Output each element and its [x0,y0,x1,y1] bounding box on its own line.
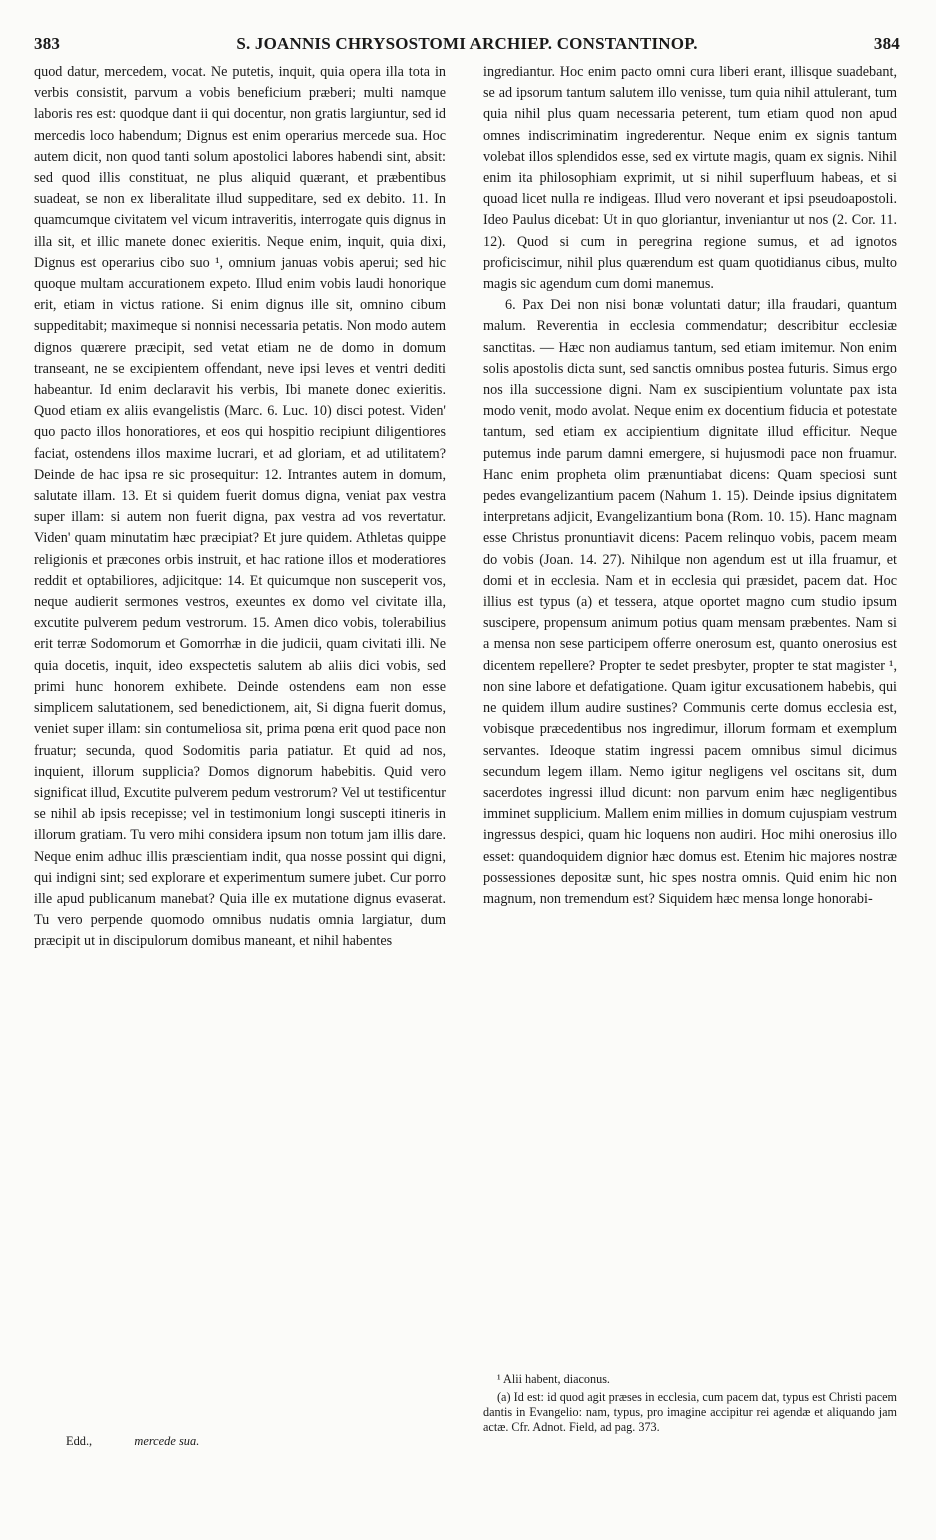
running-title: S. JOANNIS CHRYSOSTOMI ARCHIEP. CONSTANTINOP. [236,34,698,53]
footnote-1: ¹ Alii habent, diaconus. [497,1372,610,1386]
left-footnote [66,1434,199,1449]
left-column-text: quod datur, mercedem, vocat. Ne putetis, inquit, quia opera illa tota in verbis consistit, parvum a vobis beneficium præberi; multi namque laboris res est: quodque dant ii qui docentur, non gratis largiuntur, sed id mercedis loco habendum; Dignus est enim operarius mercede sua. Hoc autem dicit, non quod tanti solum apostolici labores habendi sint, absit: sed quod illis constituat, ne plus aliquid quærant, et præbentibus suadeat, se non ex liberalitate illud suppeditare, sed ex debito. 11. In quamcumque civitatem vel vicum intraveritis, interrogate quis dignus in illa sit, et illic manete donec exieritis. Neque enim, inquit, quia dixi, Dignus est operarius cibo suo ¹, omnium januas vobis aperui; sed hic quoque multam accurationem expeto. Illud enim vobis laudi honorique erit, etiam in victus ratione. Si enim dignus ille sit, omnino cibum suppeditabit; maximeque si nonnisi necessaria petatis. Non modo autem dignos quærere præcipit, sed vetat etiam ne de domo in domum transeant, ne se excipientem offendant, neve ipsi leves et ventri dediti habeantur. Id enim declaravit his verbis, Ibi manete donec exieritis. Quod etiam ex aliis evangelistis (Marc. 6. Luc. 10) disci potest. Viden' quo pacto illos honoratiores, et eos qui hospitio recipiunt diligentiores faciat, ostendens illos maxime lucrari, et ad gloriam, et ad utilitatem? Deinde de hac ipsa re sic prosequitur: 12. Intrantes autem in domum, salutate illam. 13. Et si quidem fuerit domus digna, veniat pax vestra super illam: si autem non fuerit digna, pax vestra ad vos revertatur. Viden' quam minutatim hæc præcipiat? Et jure quidem. Athletas quippe religionis et præcones orbis instruit, et hac ratione illos et moderatiores reddit et optabiliores, adjicitque: 14. Et quicumque non susceperit vos, neque audierit sermones vestros, exeuntes ex domo vel civitate illa, excutite pulverem pedum vestrorum. 15. Amen dico vobis, tolerabilius erit terræ Sodomorum et Gomorrhæ in die judicii, quam civitati illi. Ne quia docetis, inquit, ideo exspectetis salutem ab aliis dici vobis, sed primi hunc honorem exhibete. Deinde ostendens eam non esse simplicem salutationem, sed benedictionem, ait, Si digna fuerit domus, veniet super illam: sin contumeliosa sit, prima pœna erit quod pace non fruatur; secunda, quod Sodomitis paria patiatur. Et quid ad nos, inquient, illorum supplicia? Domos dignorum habebitis. Quid vero significat illud, Excutite pulverem pedum vestrorum? Vel ut testificentur se nihil ab ipsis recepisse; vel in testimonium longi suscepti itineris in illorum gratiam. Tu vero mihi considera ipsum non totum jam illis dare. Neque enim adhuc illis præscientiam indit, qua nosse possint qui digni, qui indigni sint; sed explorare et experimentum sumere jubet. Cur porro ille apud publicanum manebat? Quia ille ex mutatione dignus evaserat. Tu vero perpende quomodo omnibus nudatis omnia largiatur, dum præcipit ut in discipulorum domibus maneant, et nihil habentes [34,64,446,950]
right-column-paragraph-1: ingrediantur. Hoc enim pacto omni cura liberi erant, illisque suadebant, se ad ipsorum tantum salutem illo venisse, tum quia nihil attulerant, tum quia nihil plus quam necessaria peterent, tum etiam quod non apud omnes indiscriminatim ingrederentur. Neque enim ex signis tantum volebat illos splendidos esse, sed ex virtute magis, quam ex signis. Nihil enim ita philosophiam exprimit, ut si nihil superfluum habeas, et si quoad licet nulla re indigeas. Illud vero noverant et ipsi pseudoapostoli. Ideo Paulus dicebat: Ut in quo gloriantur, inveniantur ut nos (2. Cor. 11. 12). Quod si cum in peregrina regione sumus, et ad ignotos proficiscimur, nihil plus quærendum est quam quotidianus cibus, multo magis sic agendum cum domi manemus. [483,64,897,293]
right-column-paragraph-2: 6. Pax Dei non nisi bonæ voluntati datur; illa fraudari, quantum malum. Reverentia in ecclesia commendatur; describitur ecclesiæ sanctitas. — Hæc non audiamus tantum, sed etiam imitemur. Non enim solis apostolis dicta sunt, sed sanctis omnibus postea futuris. Simus ergo nos illa successione digni. Nam ex suscipientium voluntate pax ista modo venit, modo avolat. Neque enim ex docentium fiducia et potestate tantum, sed etiam ex accipientium dignitate illud efficitur. Neque putemus inde parum damni emergere, si hujusmodi pace non fruamur. Hanc enim propheta olim prænuntiabat dicens: Quam speciosi sunt pedes evangelizantium pacem (Nahum 1. 15). Deinde ipsius dignitatem interpretans adjicit, Evangelizantium bona (Rom. 10. 15). Hanc magnam esse Christus pronuntiavit dicens: Pacem relinquo vobis, pacem meam do vobis (Joan. 14. 27). Nihilque non agendum est ut illa fruamur, et domi et in ecclesia. Nam et in ecclesia qui præsidet, pacem dat. Hoc illius est typus (a) et tessera, atque oportet magno cum studio ipsum suscipere, propensum animum potius quam mensam præbentes. Nam si a mensa non sese participem offerre onerosum est, quanto onerosius est dicentem repellere? Propter te sedet presbyter, propter te stat magister ¹, non sine labore et defatigatione. Quam igitur excusationem habebis, qui ne quidem illum audire sustines? Communis certe domus ecclesia est, vobisque præcedentibus nos ingredimur, illorum formam et exemplum servantes. Ideoque statim ingressi pacem omnibus simul dicimus secundum legem illam. Nemo igitur negligens vel oscitans sit, dum sacerdotes ingressi illud dicunt: non parvum enim hæc negligentibus imminet supplicium. Mallem enim millies in domum cujuspiam vestrum ingressus despici, quam hic loquens non audiri. Hoc mihi onerosius illo esset: quandoquidem dignior hæc domus est. Etenim hic majores nostræ possessiones depositæ sunt, hic spes nostra omnis. Quid enim hic non magnum, non tremendum est? Siquidem hæc mensa longe honorabi- [483,297,897,907]
page-header [34,34,900,60]
left-column [34,62,446,953]
right-column [483,62,897,910]
footnote-a: (a) Id est: id quod agit præses in ecclesia, cum pacem dat, typus est Christi pacem dantis in Evangelio: nam, typus, pro imagine accipitur rei agendæ et aliquando jam actæ. Cfr. Adnot. Field, ad pag. 373. [483,1390,897,1434]
left-footnote-label: Edd., [66,1434,93,1448]
left-footnote-text: mercede sua. [134,1434,200,1448]
footnotes [483,1372,897,1438]
page-number-right: 384 [873,34,900,53]
page-number-left: 383 [34,34,61,53]
